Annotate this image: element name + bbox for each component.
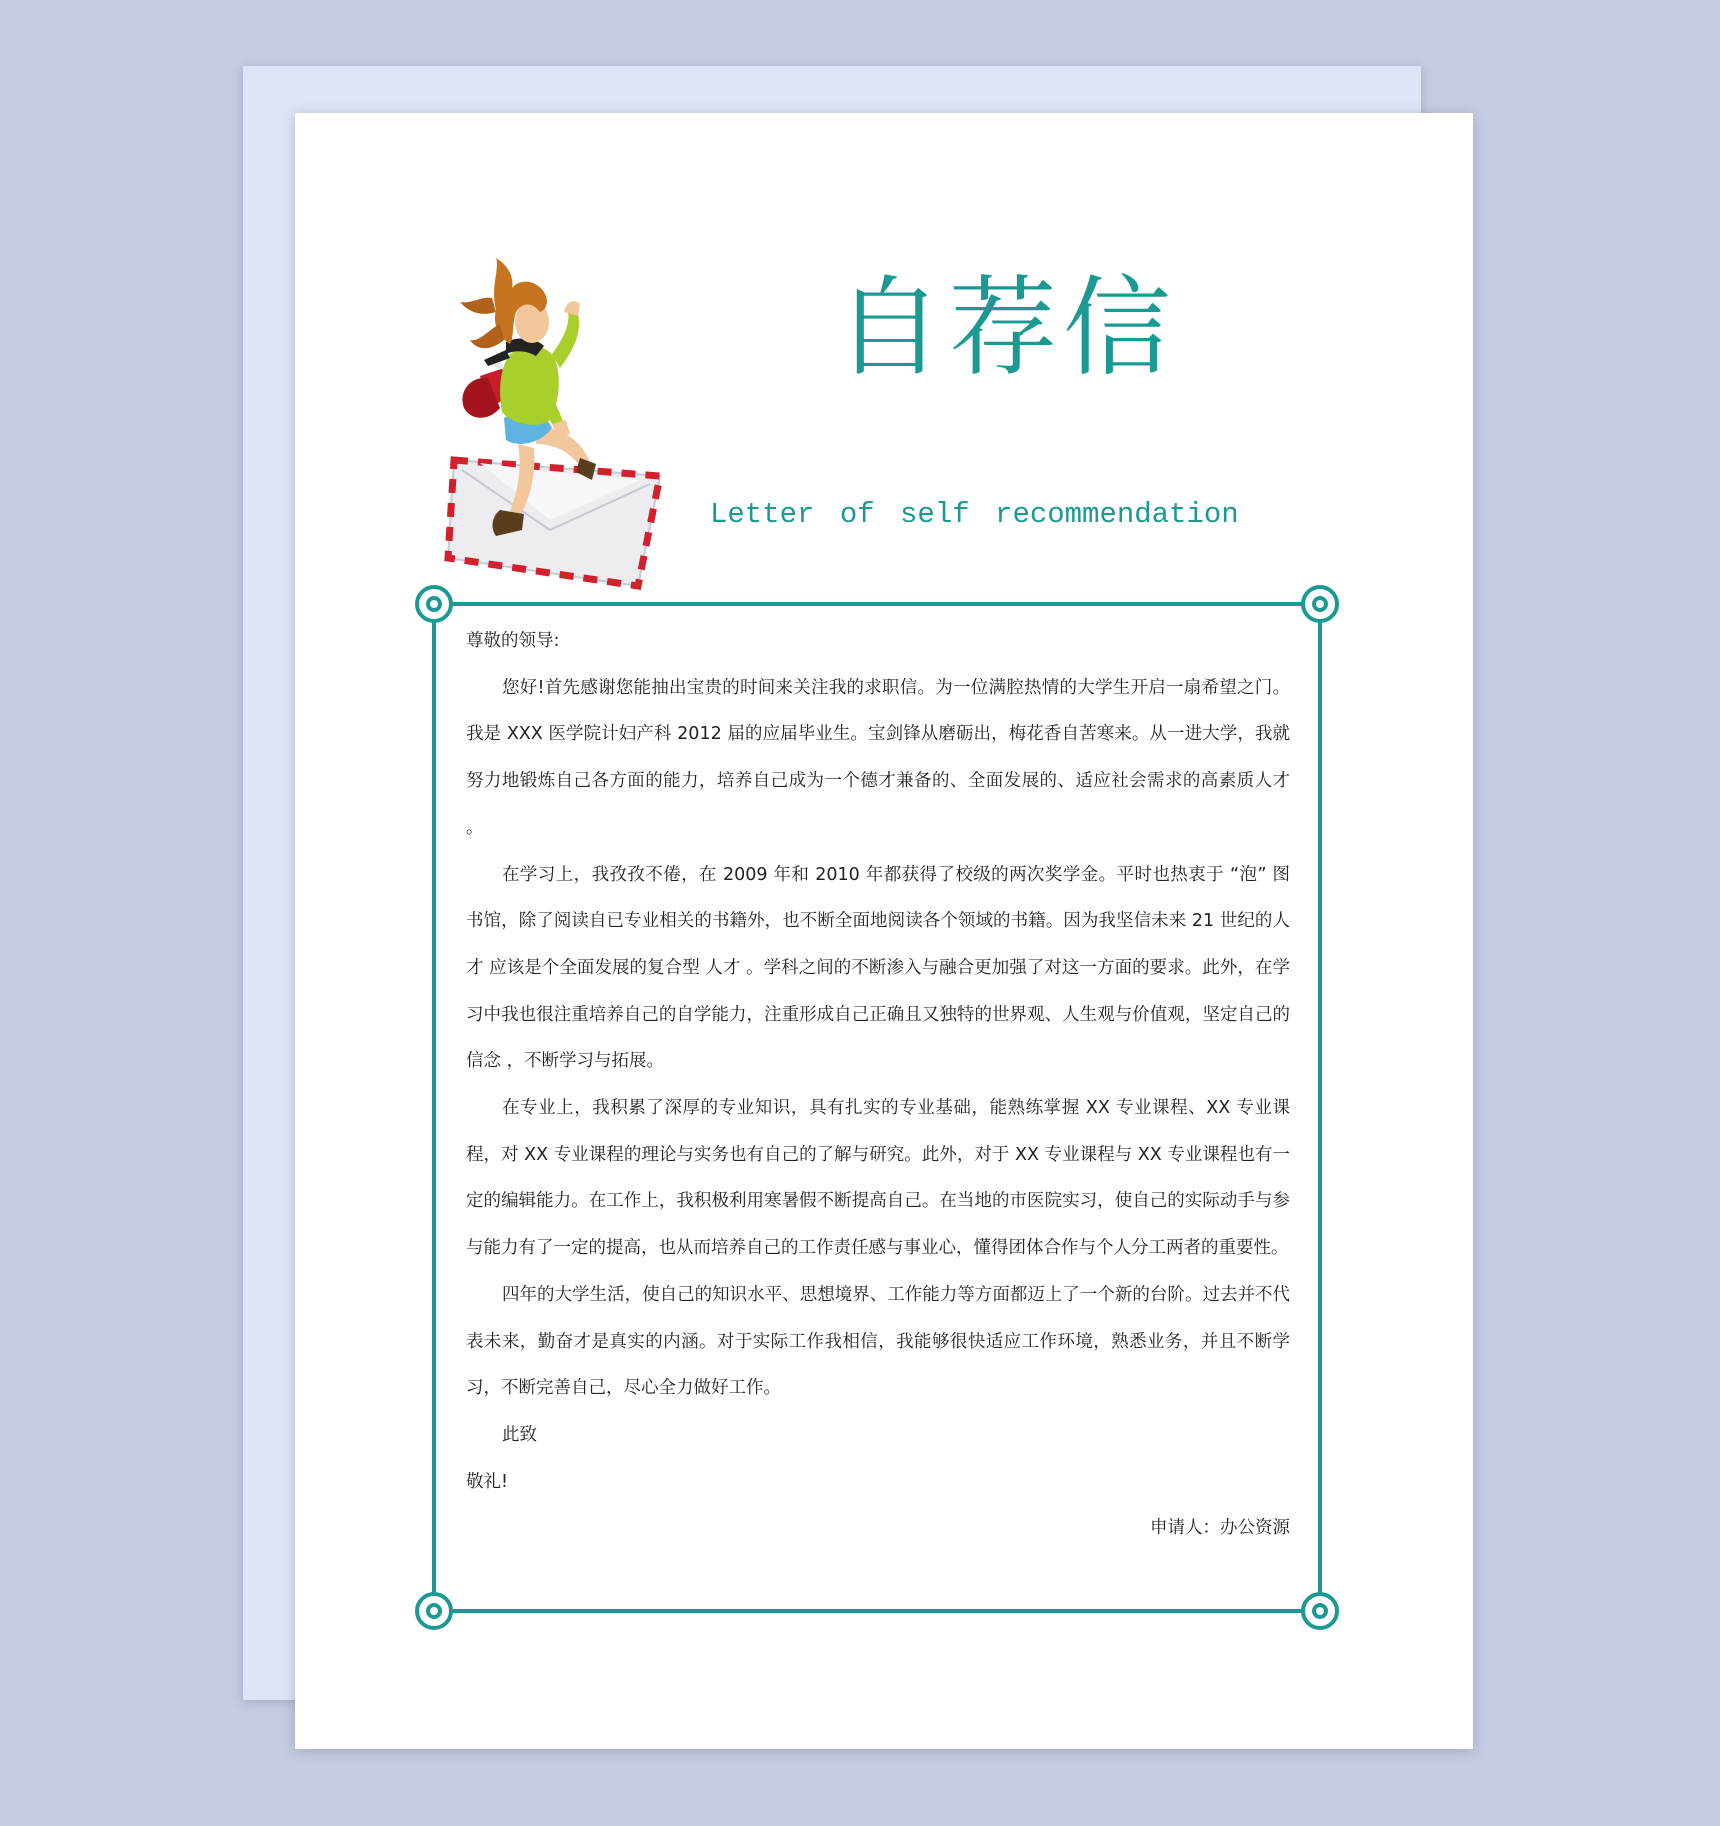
closing-line: 此致 bbox=[502, 1424, 537, 1445]
salutation: 尊敬的领导: bbox=[466, 631, 560, 651]
frame-top-border bbox=[433, 602, 1321, 606]
document-title: 自荐信 bbox=[835, 266, 1178, 391]
frame-bottom-border bbox=[433, 1609, 1321, 1613]
paragraph: 在专业上，我积累了深厚的专业知识，具有扎实的专业基础，能熟练掌握 XX 专业课程、XX 专业课程，对 XX 专业课程的理论与实务也有自己的了解与研究。此外，对于 XX 专业课程与 XX 专业课程也有一定的编辑能力。在工作上，我积极利用寒暑假不断提高自己。在当地的市医院实习，使自己的实际动手与参与能力有了一定的提高，也从而培养自己的工作责任感与事业心，懂得团体合作与个人分工两者的重要性。 bbox=[466, 1098, 1290, 1259]
ring-icon bbox=[1300, 584, 1340, 624]
ring-icon bbox=[414, 584, 454, 624]
envelope-icon bbox=[448, 460, 660, 586]
ring-icon bbox=[1300, 1591, 1340, 1631]
paragraph: 您好!首先感谢您能抽出宝贵的时间来关注我的求职信。为一位满腔热情的大学生开启一扇希望之门。我是 XXX 医学院计妇产科 2012 届的应届毕业生。宝剑锋从磨砺出，梅花香自苦寒来。从一进大学，我就努力地锻炼自己各方面的能力，培养自己成为一个德才兼备的、全面发展的、适应社会需求的高素质人才 。 bbox=[466, 677, 1290, 838]
paragraph: 在学习上，我孜孜不倦，在 2009 年和 2010 年都获得了校级的两次奖学金。平时也热衷于 “泡” 图书馆，除了阅读自已专业相关的书籍外，也不断全面地阅读各个领域的书籍。因为我坚信未来 21 世纪的人才 应该是个全面发展的复合型 人才 。学科之间的不断渗入与融合更加强了对这一方面的要求。此外，在学习中我也很注重培养自己的自学能力，注重形成自己正确且又独特的世界观、人生观与价值观，坚定自己的信念 ，不断学习与拓展。 bbox=[466, 864, 1290, 1072]
ring-icon bbox=[414, 1591, 454, 1631]
document-subtitle: Letter of self recommendation bbox=[710, 498, 1239, 531]
frame-left-border bbox=[432, 604, 436, 1611]
frame-right-border bbox=[1318, 604, 1322, 1611]
girl-riding-envelope-illustration bbox=[440, 258, 670, 598]
closing-regards: 敬礼! bbox=[466, 1471, 509, 1492]
paragraph: 四年的大学生活，使自己的知识水平、思想境界、工作能力等方面都迈上了一个新的台阶。过去并不代表未来，勤奋才是真实的内涵。对于实际工作我相信，我能够很快适应工作环境，熟悉业务，并且不断学习，不断完善自己，尽心全力做好工作。 bbox=[466, 1284, 1290, 1399]
letter-body bbox=[466, 618, 1290, 1552]
signature: 申请人：办公资源 bbox=[1150, 1518, 1290, 1539]
